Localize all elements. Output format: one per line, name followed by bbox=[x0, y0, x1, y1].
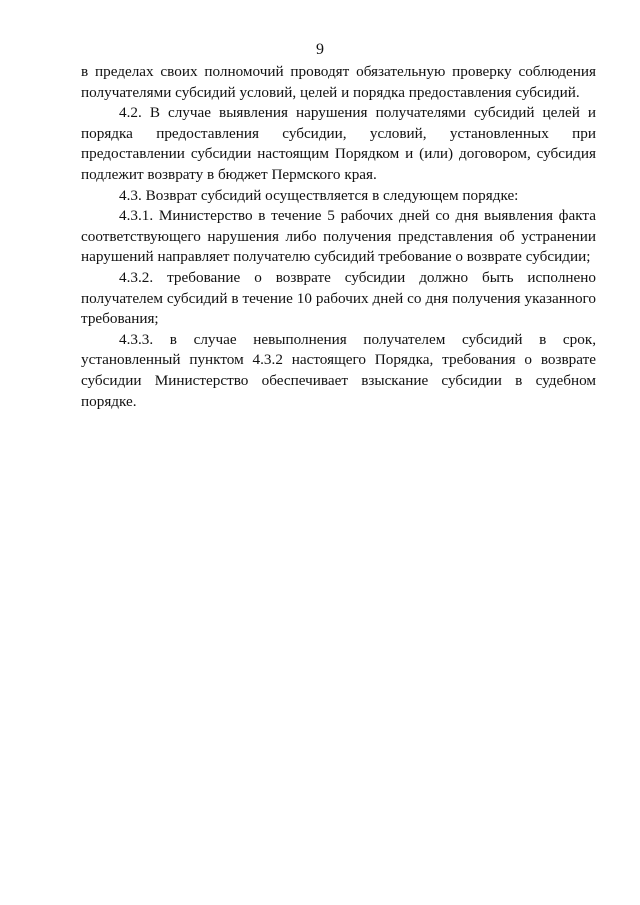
paragraph-4-2: 4.2. В случае выявления нарушения получателями субсидий целей и порядка предоставления субсидии, условий, установленных при предоставлении субсидии настоящим Порядком и (или) договором, субсидия подлежит возврату в бюджет Пермского края. bbox=[81, 104, 596, 183]
paragraph-4-3-1: 4.3.1. Министерство в течение 5 рабочих дней со дня выявления факта соответствующего нарушения либо получения представления об устранении нарушений направляет получателю субсидий требование о возврате субсидии; bbox=[81, 207, 596, 266]
document-body bbox=[81, 62, 596, 412]
paragraph-4-3-2: 4.3.2. требование о возврате субсидии должно быть исполнено получателем субсидий в течение 10 рабочих дней со дня получения указанного требования; bbox=[81, 268, 596, 328]
paragraph-4-3: 4.3. Возврат субсидий осуществляется в следующем порядке: bbox=[119, 186, 519, 204]
page-number: 9 bbox=[316, 41, 324, 58]
paragraph-continuation: в пределах своих полномочий проводят обязательную проверку соблюдения получателями субсидий условий, целей и порядка предоставления субсидий. bbox=[81, 63, 596, 101]
paragraph-4-3-3: 4.3.3. в случае невыполнения получателем субсидий в срок, установленный пунктом 4.3.2 настоящего Порядка, требования о возврате субсидии Министерство обеспечивает взыскание субсидии в судебном порядке. bbox=[81, 330, 596, 410]
